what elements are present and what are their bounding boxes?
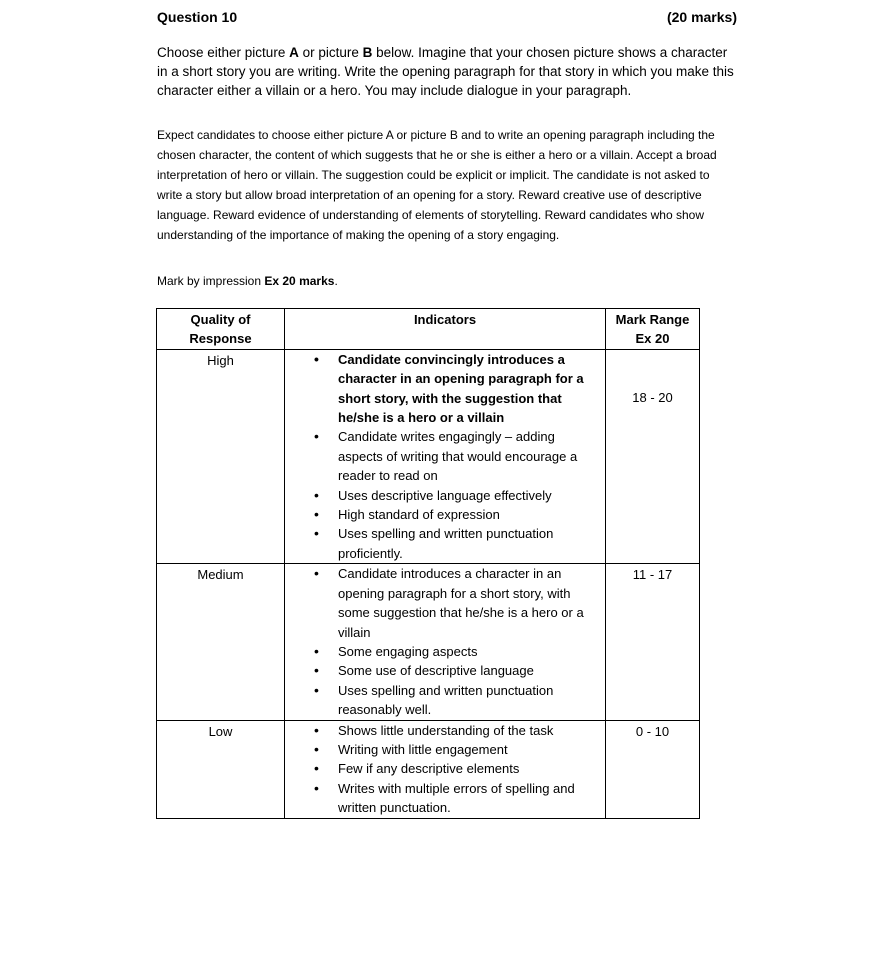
indicator-item: • Uses spelling and written punctuation proficiently. xyxy=(285,524,605,563)
indicator-item: • Writes with multiple errors of spelling and written punctuation. xyxy=(285,779,605,818)
indicator-item: • Uses descriptive language effectively xyxy=(285,486,605,505)
header-indicators: Indicators xyxy=(285,309,606,350)
marking-guidance: Expect candidates to choose either picture A or picture B and to write an opening paragraph including the chosen character, the content of which suggests that he or she is either a hero or a villain. Accept a broad interpretation of hero or villain. The suggestion could be explicit or implicit. The candidate is not asked to write a story but allow broad interpretation of an opening for a story. Reward creative use of descriptive language. Reward evidence of understanding of elements of storytelling. Reward candidates who show understanding of the importance of making the opening of a story engaging. xyxy=(157,128,717,242)
indicator-item: • Candidate convincingly introduces a character in an opening paragraph for a short story, with the suggestion that he/she is a hero or a villain xyxy=(285,350,605,428)
markby-prefix: Mark by impression xyxy=(157,274,265,288)
header-range-line2: Ex 20 xyxy=(635,331,670,347)
range-high xyxy=(606,349,700,563)
header-quality-line1: Quality of xyxy=(190,312,251,327)
indicator-item: • Uses spelling and written punctuation reasonably well. xyxy=(285,681,605,720)
header-range-line1: Mark Range xyxy=(615,312,690,327)
header-quality-line2: Response xyxy=(189,331,252,347)
markby-suffix: . xyxy=(334,274,338,288)
mark-by-impression xyxy=(157,271,737,291)
markby-bold: Ex 20 marks xyxy=(264,274,335,288)
range-low xyxy=(606,720,700,818)
rubric-table xyxy=(156,308,700,819)
indicator-item: • Candidate writes engagingly – adding aspects of writing that would encourage a reader to read on xyxy=(285,427,605,485)
indicator-item: • High standard of expression xyxy=(285,505,605,524)
indicators-high xyxy=(285,349,606,563)
indicator-item: • Few if any descriptive elements xyxy=(285,759,605,778)
picture-a: A xyxy=(289,45,299,60)
question-part2: or picture xyxy=(298,45,363,60)
rubric-row-high xyxy=(157,349,700,563)
quality-medium: Medium xyxy=(157,564,285,720)
question-text xyxy=(157,43,737,100)
rubric-row-medium xyxy=(157,564,700,720)
range-medium-value: 11 - 17 xyxy=(632,567,673,583)
picture-b: B xyxy=(362,45,373,60)
indicator-item: • Shows little understanding of the task xyxy=(285,721,605,740)
rubric-row-low xyxy=(157,720,700,818)
indicator-item: • Some engaging aspects xyxy=(285,642,605,661)
range-high-value: 18 - 20 xyxy=(632,389,673,405)
indicator-item: • Some use of descriptive language xyxy=(285,661,605,680)
range-medium xyxy=(606,564,700,720)
indicator-item: • Writing with little engagement xyxy=(285,740,605,759)
question-heading xyxy=(157,9,737,29)
indicators-medium xyxy=(285,564,606,720)
range-low-value: 0 - 10 xyxy=(635,723,670,739)
rubric-header-row xyxy=(157,309,700,350)
question-marks: (20 marks) xyxy=(666,9,737,25)
question-part1: Choose either picture xyxy=(157,45,290,60)
indicators-low xyxy=(285,720,606,818)
question-title: Question 10 xyxy=(157,9,238,25)
header-range xyxy=(606,309,700,350)
header-quality xyxy=(157,309,285,350)
quality-high: High xyxy=(157,349,285,563)
quality-low: Low xyxy=(157,720,285,818)
indicator-item: • Candidate introduces a character in an opening paragraph for a short story, with some suggestion that he/she is a hero or a villain xyxy=(285,564,605,642)
question-part3: below. Imagine that your chosen picture shows a character in a short story you are writing. Write the opening paragraph for that story in which you make this character either a villain or a hero. You may include dialogue in your paragraph. xyxy=(157,45,734,98)
